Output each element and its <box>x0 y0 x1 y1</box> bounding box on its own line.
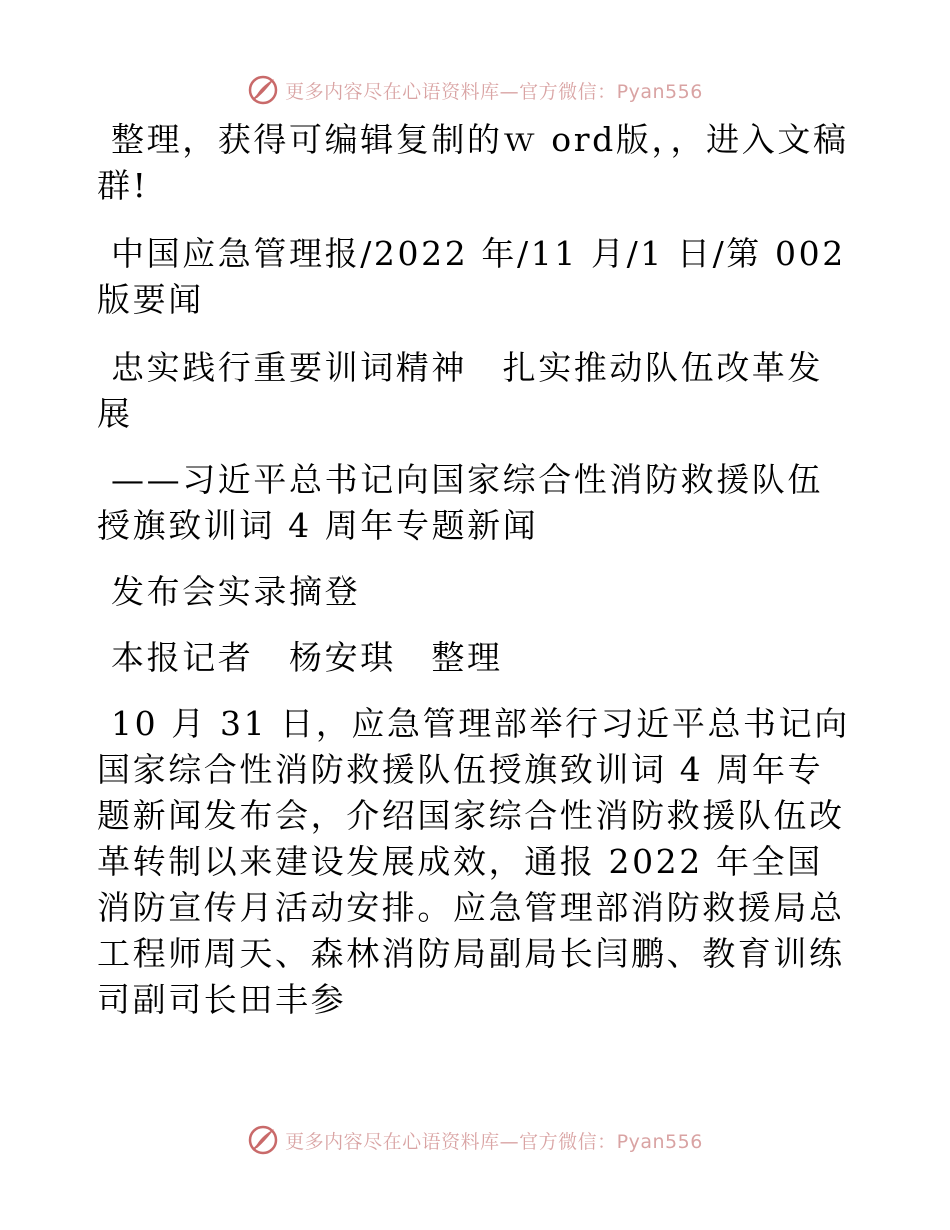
article-subtitle-continued: 发布会实录摘登 <box>111 572 361 611</box>
watermark-text: 更多内容尽在心语资料库—官方微信：Pyan556 <box>285 1130 703 1153</box>
article-subtitle: ——习近平总书记向国家综合性消防救援队伍授旗致训词 4 周年专题新闻 <box>97 460 823 545</box>
paragraph-source-line: 中国应急管理报/2022 年/11 月/1 日/第 002 版要闻 <box>97 234 846 319</box>
quill-logo-icon <box>247 1124 279 1156</box>
header-watermark <box>0 70 950 110</box>
footer-watermark <box>0 1120 950 1160</box>
quill-logo-icon <box>247 74 279 106</box>
paragraph-body: 10 月 31 日，应急管理部举行习近平总书记向国家综合性消防救援队伍授旗致训词 4 周年专题新闻发布会，介绍国家综合性消防救援队伍改革转制以来建设发展成效，通报 2022 年全国消防宣传月活动安排。应急管理部消防救援局总工程师周天、森林消防局副局长闫鹏、教育训练司副司长田丰参 <box>97 704 850 1019</box>
article-byline: 本报记者 杨安琪 整理 <box>111 638 503 677</box>
article-title: 忠实践行重要训词精神 扎实推动队伍改革发展 <box>97 348 823 433</box>
document-body <box>97 117 857 1045</box>
watermark-text: 更多内容尽在心语资料库—官方微信：Pyan556 <box>285 80 703 103</box>
paragraph-intro-note: 整理，获得可编辑复制的ｗ ord版，，进入文稿群! <box>97 120 849 205</box>
